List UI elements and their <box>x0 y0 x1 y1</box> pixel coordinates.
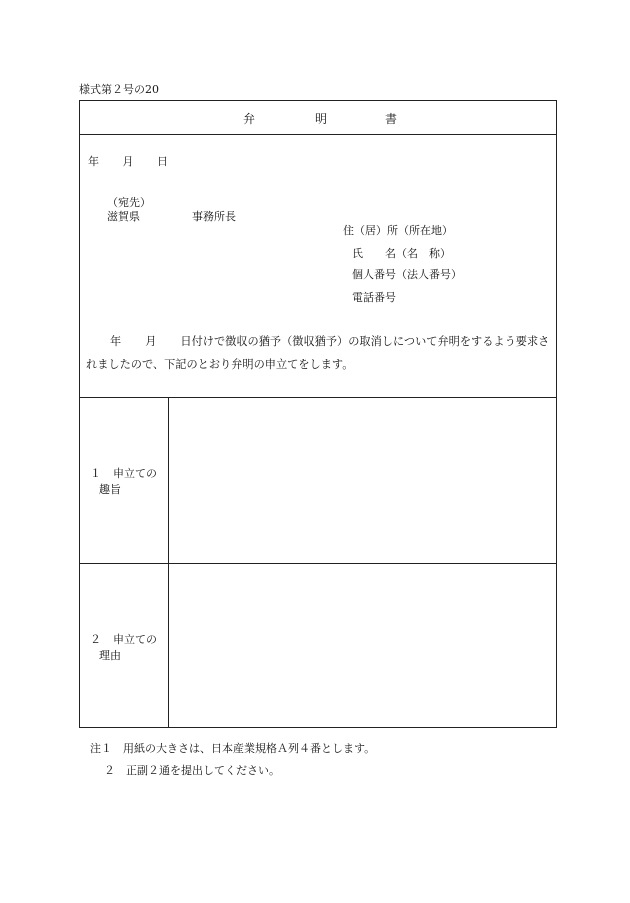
addressee-office-head: 事務所長 <box>192 210 236 223</box>
purpose-input-area[interactable] <box>170 398 556 564</box>
form-number: 様式第２号の20 <box>79 83 159 96</box>
note-2: ２ 正副２通を提出してください。 <box>104 764 280 777</box>
date-line[interactable] <box>88 153 168 169</box>
title-char-2: 明 <box>315 112 328 126</box>
notes <box>90 738 375 782</box>
applicant-address-label: 住（居）所（所在地） <box>343 224 453 237</box>
title-row <box>80 101 556 135</box>
section-label-line2: 理由 <box>99 649 121 662</box>
applicant-name-label: 氏 名（名 称） <box>352 247 451 260</box>
section-label <box>90 466 157 498</box>
section-label-cell <box>80 398 169 564</box>
addressee-prefix: （宛先） <box>107 196 151 209</box>
form-frame <box>79 100 557 728</box>
request-month: 月 <box>145 335 157 348</box>
date-day-label: 日 <box>157 155 168 168</box>
applicant-personal-number-label: 個人番号（法人番号） <box>352 268 462 281</box>
section-number: １ <box>90 467 101 480</box>
section-label-line2: 趣旨 <box>99 483 121 496</box>
section-row-reason <box>80 563 556 728</box>
section-label-cell <box>80 564 169 728</box>
section-row-purpose <box>80 397 556 564</box>
request-year: 年 <box>110 335 122 348</box>
section-label-line1: 申立ての <box>113 633 157 646</box>
note-1: 注１ 用紙の大きさは、日本産業規格Ａ列４番とします。 <box>90 742 376 755</box>
section-label <box>90 632 157 664</box>
date-month-label: 月 <box>122 155 134 168</box>
request-text: 日付けで徴収の猶予（徴収猶予）の取消しについて弁明をするよう要求されましたので、下記のとおり弁明の申立てをします。 <box>86 335 550 371</box>
request-statement <box>86 330 551 376</box>
title-char-3: 書 <box>385 112 398 126</box>
section-number: ２ <box>90 633 101 646</box>
applicant-phone-label: 電話番号 <box>352 291 396 304</box>
reason-input-area[interactable] <box>170 564 556 728</box>
section-label-line1: 申立ての <box>113 467 157 480</box>
title-char-1: 弁 <box>243 112 256 126</box>
addressee-prefecture: 滋賀県 <box>107 210 140 223</box>
date-year-label: 年 <box>88 155 99 168</box>
